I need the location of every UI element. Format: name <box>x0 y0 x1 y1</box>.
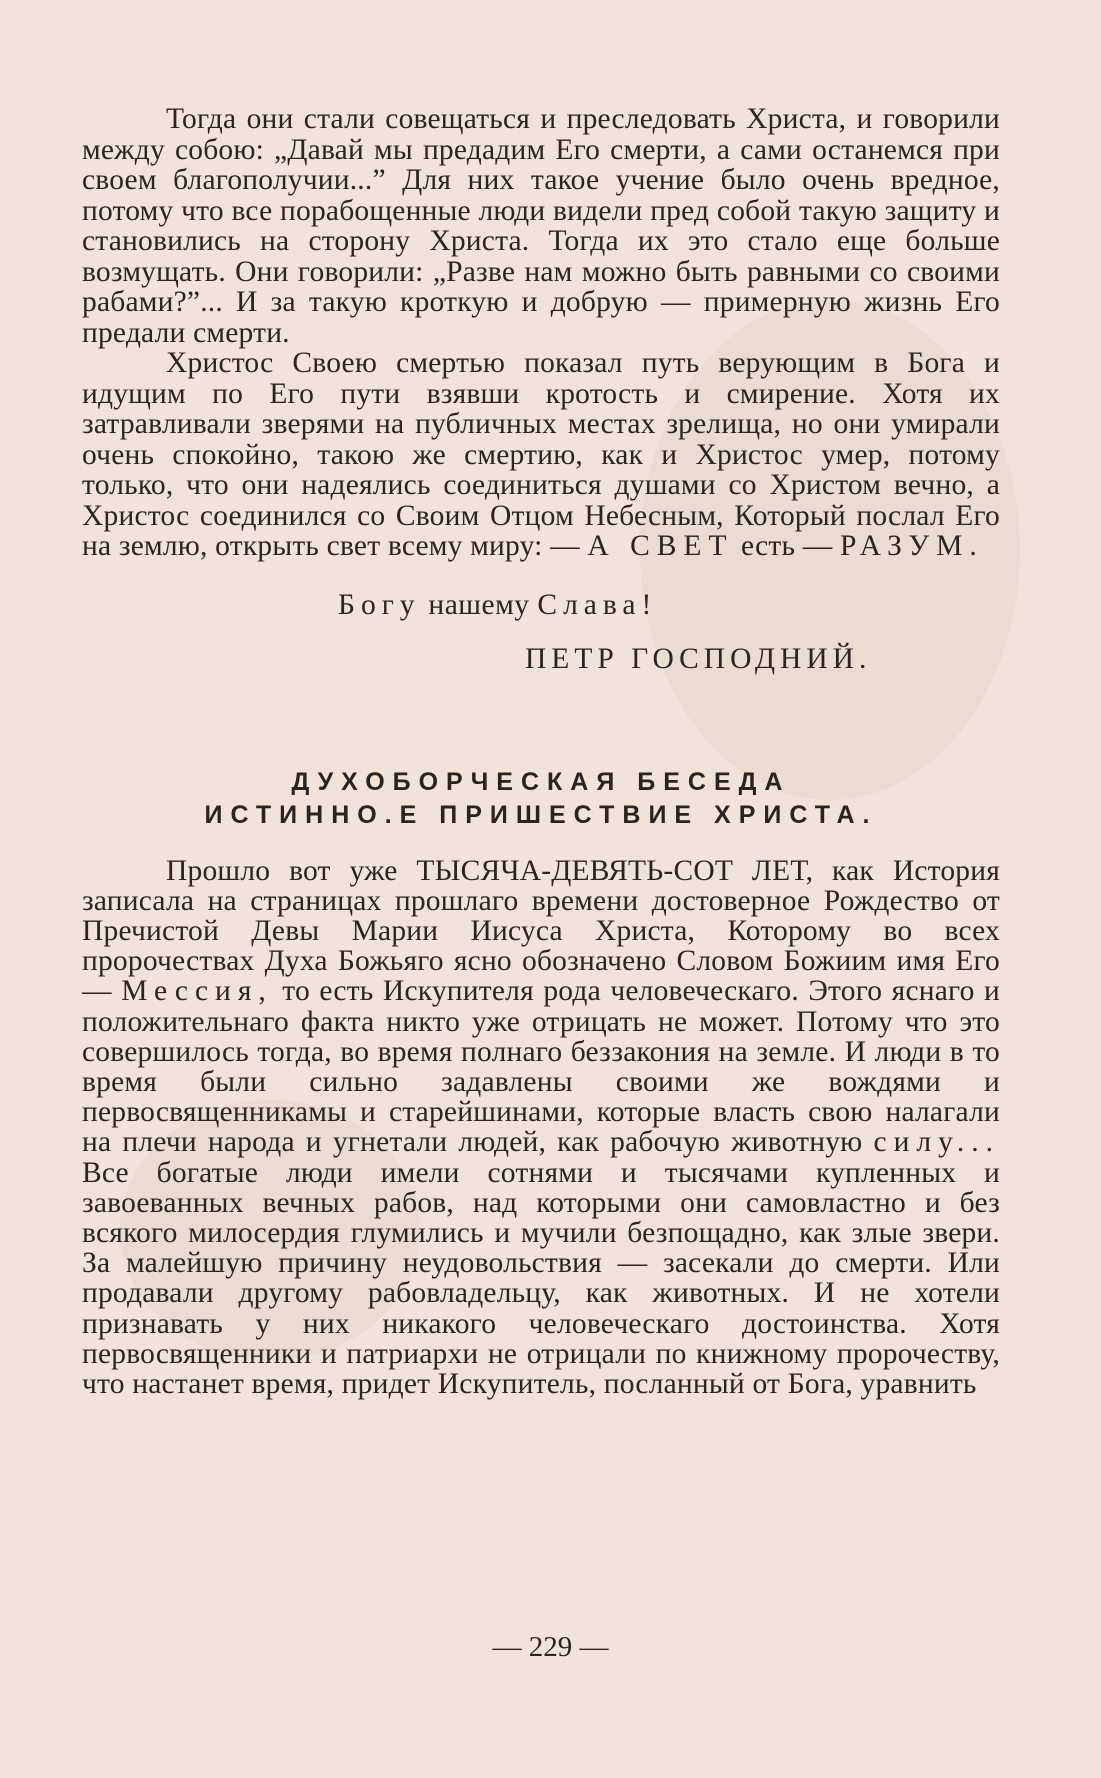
book-page <box>82 104 1000 1399</box>
is-phrase: есть — <box>741 530 833 562</box>
paragraph-true-coming <box>82 856 1000 1400</box>
author-signature: ПЕТР ГОСПОДНИЙ. <box>525 642 872 675</box>
paragraph-christ-persecution: Тогда они стали совещаться и преследовать Христа, и говорили между собою: „Давай мы предадим Его смерти, а сами останемся при своем благополучии...” Для них такое учение было очень вредное, потому что все порабощенные люди видели пред собой такую защиту и становились на сторону Христа. Тогда их это стало еще больше возмущать. Они говорили: „Разве нам можно быть равными со своими рабами?”... И за такую кроткую и добрую — примерную жизнь Его предали смерти. <box>82 103 1000 349</box>
intro-text: Прошло вот уже ТЫСЯЧА-ДЕВЯТЬ-СОТ ЛЕТ, как История записала на страницах прошлаго времени достоверное Рождество от Пречистой Девы Марии Иисуса Христа, Которому во всех пророчествах Духа Божьяго ясно обозначено Словом Божиим имя Его — <box>82 854 1000 1008</box>
light-phrase: А СВЕТ <box>587 530 734 562</box>
force-word: силу... <box>873 1126 1001 1159</box>
paragraph-christ-death <box>82 348 1000 562</box>
reason-phrase: РАЗУМ. <box>839 530 984 562</box>
glory-our: нашему <box>428 588 530 621</box>
heading-line-1: ДУХОБОРЧЕСКАЯ БЕСЕДА <box>291 767 791 796</box>
glory-end: Слава! <box>537 588 658 621</box>
section-true-coming <box>82 856 1000 1400</box>
after-messiah-text: то есть Искупителя рода человеческаго. Этого яснаго и положительнаго факта никто уже отрицать не может. Потому что это совершилось тогда, во время полнаго беззакония на земле. И люди в то время были сильно задавлены своими же вождями и первосвященникамы и старейшинами, которые власть свою налагали на плечи народа и угнетали людей, как рабочую животную <box>82 975 1001 1159</box>
section-heading <box>82 766 1000 832</box>
paragraph-text: Христос Своею смертью показал путь верующим в Бога и идущим по Его пути взявши кротость и смирение. Хотя их затравливали зверями на публичных местах зрелища, но они умирали очень спокойно, такою же смертию, как и Христос умер, потому только, что они надеялись соединиться душами со Христом вечно, а Христос соединился со Своим Отцом Небесным, Который послал Его на землю, открыть свет всему миру: — <box>82 347 1000 562</box>
closing-glory <box>82 590 1000 620</box>
heading-line-2: ИСТИННО.Е ПРИШЕСТВИЕ ХРИСТА. <box>204 800 878 829</box>
section-continuation <box>82 104 1000 562</box>
rest-text: Все богатые люди имели сотнями и тысячами купленных и завоеванных вечных рабов, над которыми они самовластно и без всякого милосердия глумились и мучили безпощадно, как злые звери. За малейшую причину неудовольствия — засекали до смерти. Или продавали другому рабовладельцу, как животных. И не хотели признавать у них никакого человеческаго достоинства. Хотя первосвященники и патриархи не отрицали по книжному пророчеству, что настанет время, придет Искупитель, посланный от Бога, уравнить <box>82 1156 1000 1400</box>
glory-god: Богу <box>338 588 421 621</box>
messiah-word: Мессия, <box>121 975 273 1008</box>
page-number: — 229 — <box>492 1631 609 1663</box>
